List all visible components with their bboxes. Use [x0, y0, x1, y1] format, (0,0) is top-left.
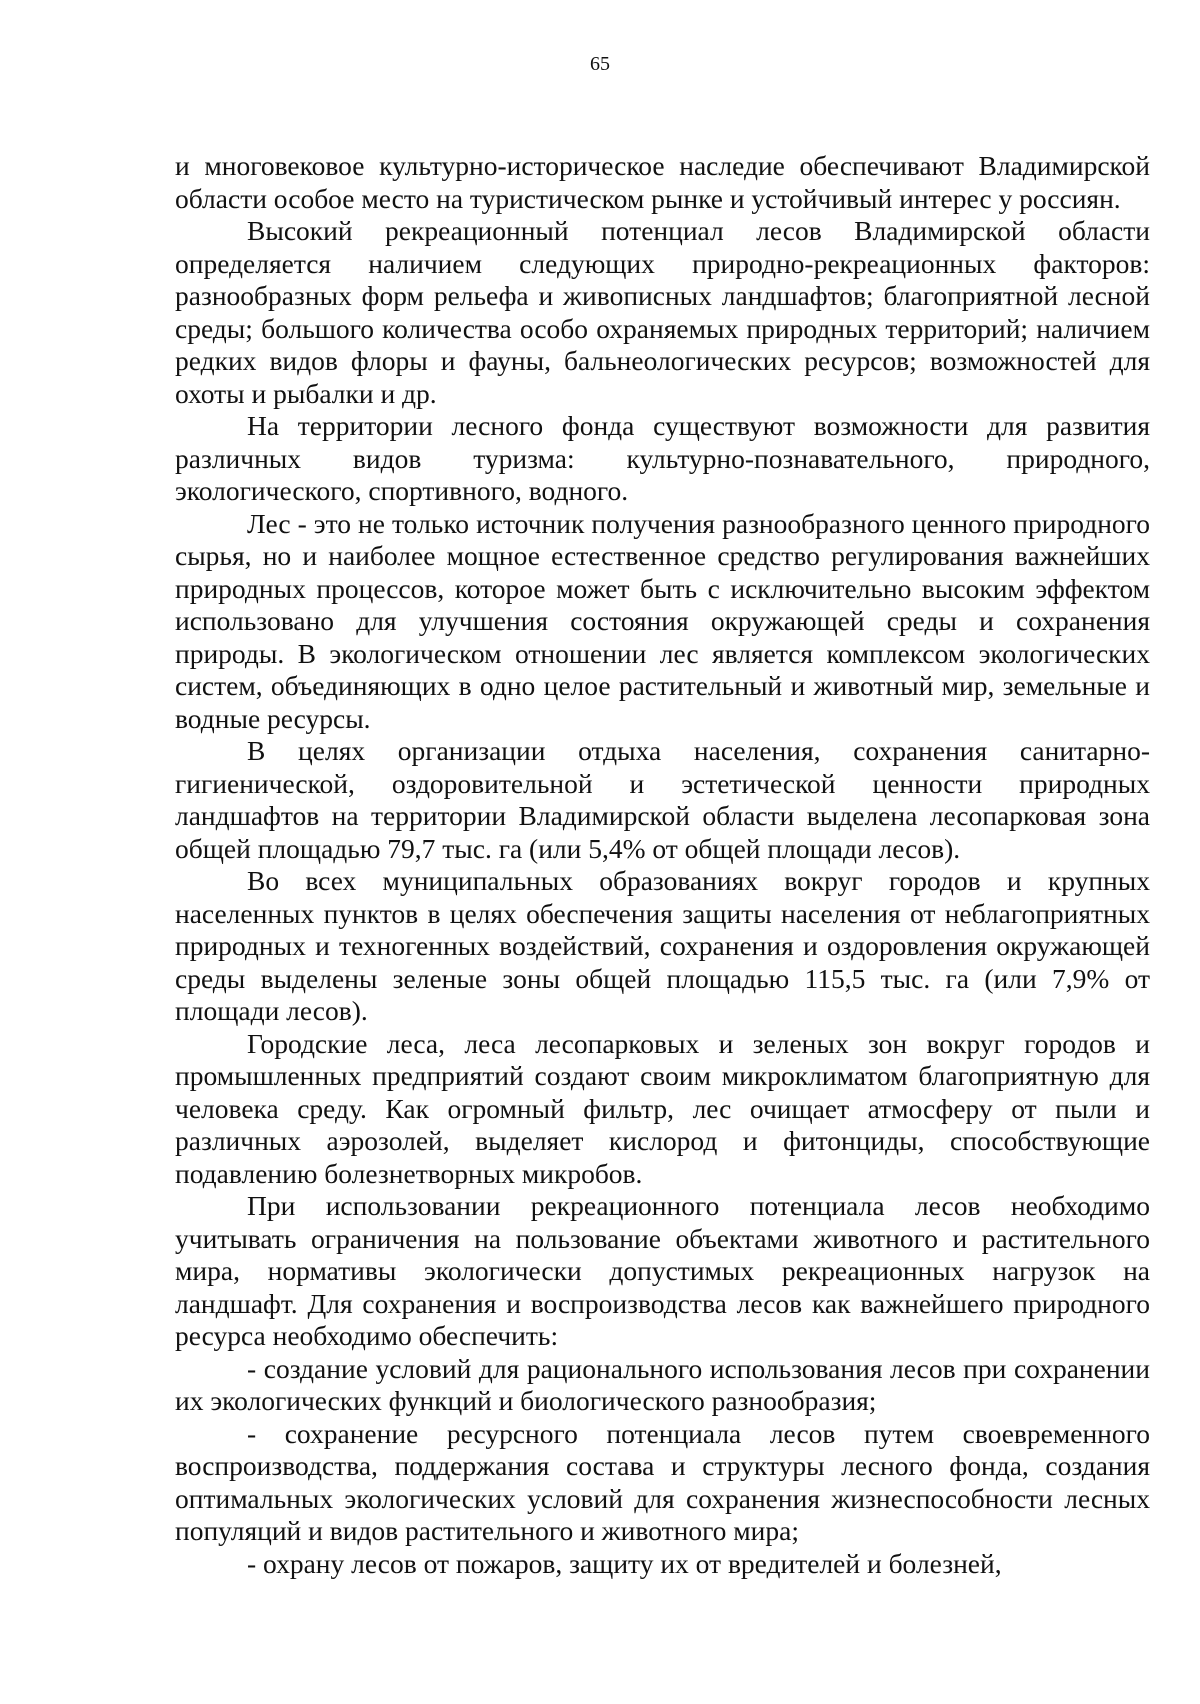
- paragraph-3: На территории лесного фонда существуют возможности для развития различных видов туризма: культурно-познавательного, природного, экологического, спортивного, водного.: [175, 410, 1150, 506]
- paragraph-5: В целях организации отдыха населения, сохранения санитарно-гигиенической, оздоровительной и эстетической ценности природных ландшафтов на территории Владимирской области выделена лесопарковая зона общей площадью 79,7 тыс. га (или 5,4% от общей площади лесов).: [175, 735, 1150, 864]
- document-body: [175, 150, 1150, 1580]
- list-item-2: - сохранение ресурсного потенциала лесов путем своевременного воспроизводства, поддержания состава и структуры лесного фонда, создания оптимальных экологических условий для сохранения жизнеспособности лесных популяций и видов растительного и животного мира;: [175, 1417, 1150, 1546]
- list-item-1: - создание условий для рационального использования лесов при сохранении их экологических функций и биологического разнообразия;: [175, 1352, 1150, 1416]
- paragraph-4: Лес - это не только источник получения разнообразного ценного природного сырья, но и наиболее мощное естественное средство регулирования важнейших природных процессов, которое может быть с исключительно высоким эффектом использовано для улучшения состояния окружающей среды и сохранения природы. В экологическом отношении лес является комплексом экологических систем, объединяющих в одно целое растительный и животный мир, земельные и водные ресурсы.: [175, 507, 1150, 734]
- paragraph-7: Городские леса, леса лесопарковых и зеленых зон вокруг городов и промышленных предприятий создают своим микроклиматом благоприятную для человека среду. Как огромный фильтр, лес очищает атмосферу от пыли и различных аэрозолей, выделяет кислород и фитонциды, способствующие подавлению болезнетворных микробов.: [175, 1027, 1150, 1189]
- paragraph-6: Во всех муниципальных образованиях вокруг городов и крупных населенных пунктов в целях обеспечения защиты населения от неблагоприятных природных и техногенных воздействий, сохранения и оздоровления окружающей среды выделены зеленые зоны общей площадью 115,5 тыс. га (или 7,9% от площади лесов).: [175, 865, 1150, 1026]
- paragraph-8: При использовании рекреационного потенциала лесов необходимо учитывать ограничения на пользование объектами животного и растительного мира, нормативы экологически допустимых рекреационных нагрузок на ландшафт. Для сохранения и воспроизводства лесов как важнейшего природного ресурса необходимо обеспечить:: [175, 1190, 1150, 1351]
- paragraph-1: и многовековое культурно-историческое наследие обеспечивают Владимирской области особое место на туристическом рынке и устойчивый интерес у россиян.: [175, 150, 1150, 214]
- page-number: 65: [590, 53, 610, 75]
- paragraph-2: Высокий рекреационный потенциал лесов Владимирской области определяется наличием следующих природно-рекреационных факторов: разнообразных форм рельефа и живописных ландшафтов; благоприятной лесной среды; большого количества особо охраняемых природных территорий; наличием редких видов флоры и фауны, бальнеологических ресурсов; возможностей для охоты и рыбалки и др.: [175, 215, 1150, 409]
- list-item-3: - охрану лесов от пожаров, защиту их от вредителей и болезней,: [247, 1547, 1002, 1579]
